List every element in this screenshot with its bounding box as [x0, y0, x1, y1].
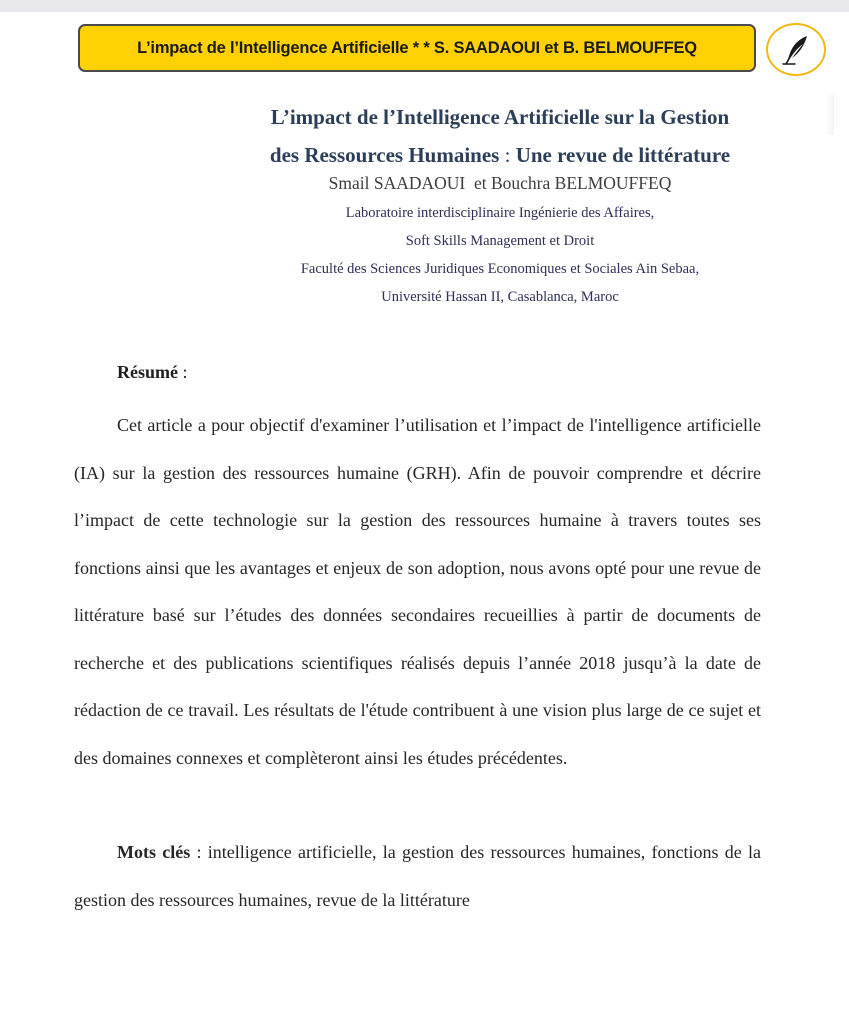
- abstract-heading-suffix: :: [178, 362, 188, 382]
- journal-logo: [766, 23, 826, 76]
- top-edge-strip: [0, 0, 849, 12]
- keywords-text: : intelligence artificielle, la gestion des ressources humaines, fonctions de la gestion des ressources humaines, revue de la littérature: [74, 842, 761, 910]
- abstract-heading: [117, 362, 188, 383]
- title-line-2-part-b: Une revue de littérature: [515, 143, 731, 167]
- title-line-1: L’impact de l’Intelligence Artificielle sur la Gestion: [270, 105, 730, 129]
- abstract-body: Cet article a pour objectif d'examiner l’utilisation et l’impact de l'intelligence artificielle (IA) sur la gestion des ressources humaine (GRH). Afin de pouvoir comprendre et décrire l’impact de cette technologie sur la gestion des ressources humaine à travers toutes ses fonctions ainsi que les avantages et enjeux de son adoption, nous avons opté pour une revue de littérature basé sur l’études des données secondaires recueillies à partir de documents de recherche et des publications scientifiques réalisés depuis l’année 2018 jusqu’à la date de rédaction de ce travail. Les résultats de l'étude contribuent à une vision plus large de ce sujet et des domaines connexes et complèteront ainsi les études précédentes.: [74, 415, 761, 768]
- affiliation-line-3: Faculté des Sciences Juridiques Economiques et Sociales Ain Sebaa,: [300, 261, 700, 277]
- quill-pen-icon: [779, 33, 813, 67]
- abstract-heading-label: Résumé: [117, 362, 178, 382]
- keywords-paragraph: [74, 829, 761, 924]
- title-line-2-part-a: des Ressources Humaines: [269, 143, 500, 167]
- keywords-label: Mots clés: [117, 842, 191, 862]
- article-authors: Smail SAADAOUI et Bouchra BELMOUFFEQ: [328, 173, 672, 193]
- running-header-banner: [78, 24, 756, 72]
- running-header-text: L’impact de l’Intelligence Artificielle * * S. SAADAOUI et B. BELMOUFFEQ: [137, 38, 697, 57]
- title-colon: :: [499, 143, 516, 167]
- affiliation-line-1: Laboratoire interdisciplinaire Ingénierie des Affaires,: [345, 205, 655, 221]
- affiliation-line-4: Université Hassan II, Casablanca, Maroc: [381, 289, 619, 305]
- article-title: [160, 98, 840, 174]
- affiliation-line-2: Soft Skills Management et Droit: [405, 233, 595, 249]
- title-line-2: [160, 136, 840, 174]
